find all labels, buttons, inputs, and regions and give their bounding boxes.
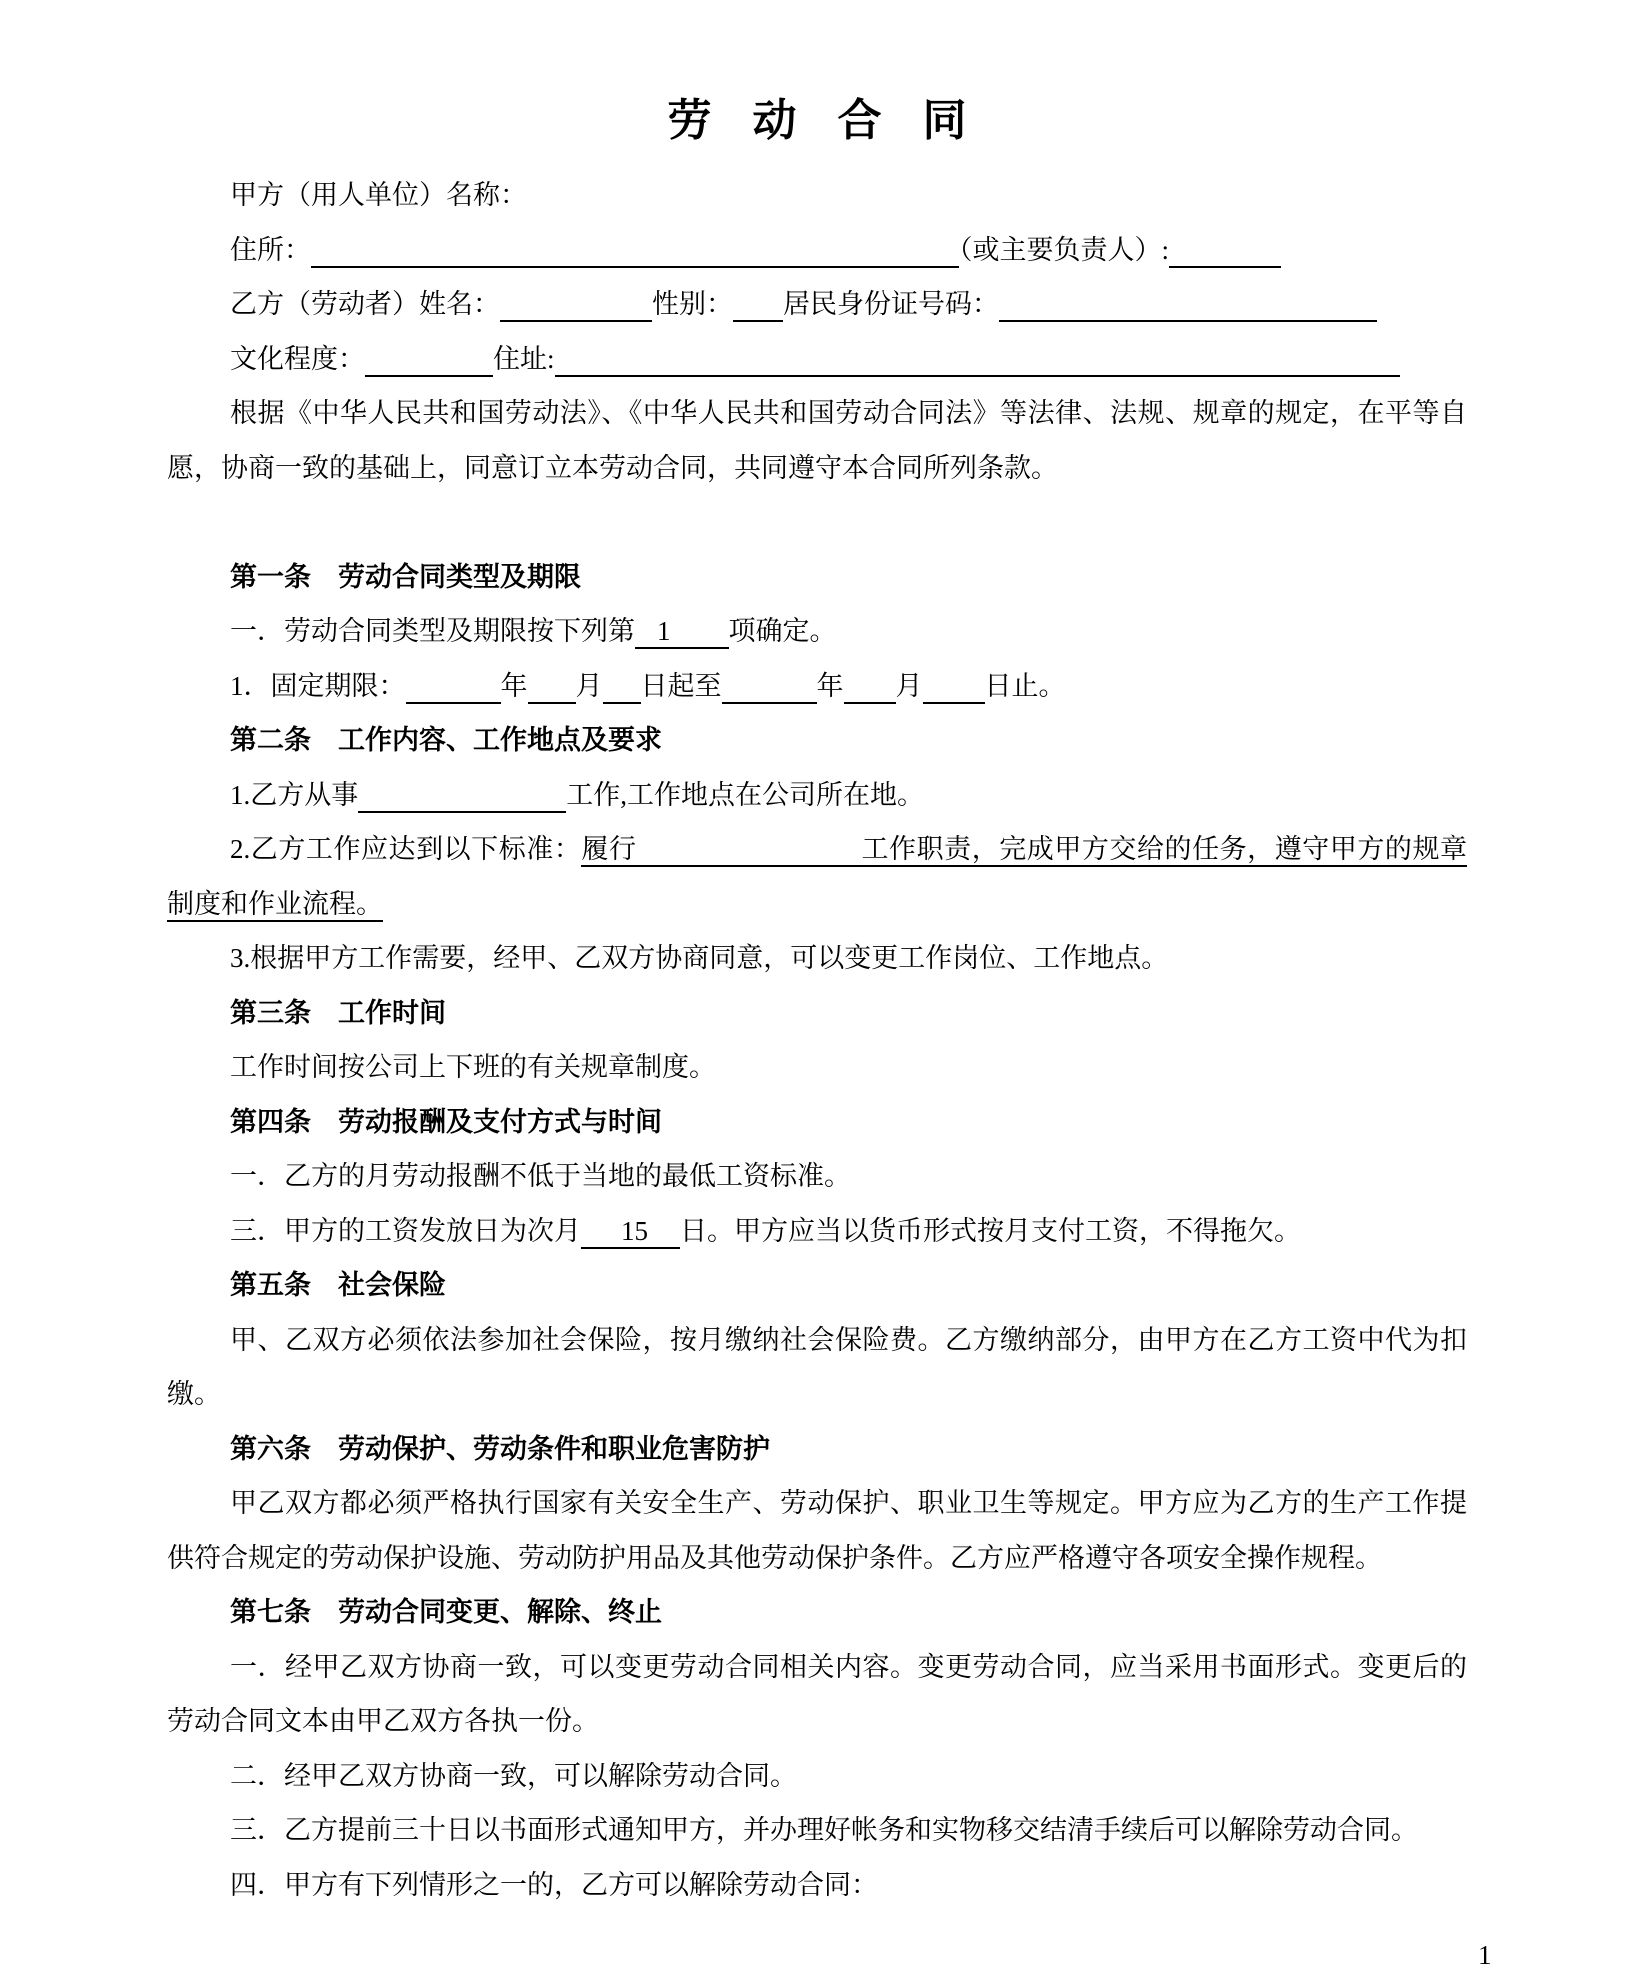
text-segment: 工作时间按公司上下班的有关规章制度。 <box>230 1052 716 1082</box>
text-segment: 第四条 劳动报酬及支付方式与时间 <box>230 1106 662 1137</box>
article-5-heading <box>167 1258 1467 1313</box>
text-segment: 第一条 劳动合同类型及期限 <box>230 561 581 592</box>
text-segment: 项确定。 <box>728 616 837 646</box>
field-education <box>167 332 1467 387</box>
underlined-text: 1 <box>657 616 671 649</box>
underlined-text: 15 <box>621 1216 648 1249</box>
text-segment: 第六条 劳动保护、劳动条件和职业危害防护 <box>230 1433 770 1464</box>
document-title: 劳动合同 <box>667 96 1008 145</box>
blank-field[interactable] <box>999 289 1377 322</box>
clause-7-2 <box>167 1749 1467 1804</box>
text-segment: 一．劳动合同类型及期限按下列第 <box>230 616 635 646</box>
text-segment: 性别： <box>652 289 733 319</box>
field-party-a <box>167 168 1467 223</box>
text-segment: 甲方（用人单位）名称： <box>230 180 527 210</box>
clause-1-1 <box>167 604 1467 659</box>
text-segment: 甲乙双方都必须严格执行国家有关安全生产、劳动保护、职业卫生等规定。甲方应为乙方的生产工作提供符合规定的劳动保护设施、劳动防护用品及其他劳动保护条件。乙方应严格遵守各项安全操作规程。 <box>167 1488 1467 1573</box>
text-segment: 工作,工作地点在公司所在地。 <box>566 779 924 810</box>
blank-field[interactable] <box>635 616 657 649</box>
text-segment: 三．乙方提前三十日以书面形式通知甲方，并办理好帐务和实物移交结清手续后可以解除劳动合同。 <box>230 1815 1418 1845</box>
clause-7-3 <box>167 1803 1467 1858</box>
clause-1-2 <box>167 659 1467 714</box>
text-segment: 住址: <box>493 343 555 374</box>
blank-field[interactable] <box>722 671 817 704</box>
article-7-heading <box>167 1585 1467 1640</box>
text-segment: 1.乙方从事 <box>230 779 359 810</box>
document-body <box>167 168 1467 1912</box>
text-segment: 年 <box>500 670 528 701</box>
blank-field[interactable] <box>581 1216 621 1249</box>
article-6-heading <box>167 1422 1467 1477</box>
text-segment: 日起至 <box>640 670 722 701</box>
blank-field[interactable] <box>733 289 783 322</box>
text-segment: 第三条 工作时间 <box>230 997 446 1028</box>
preamble <box>167 386 1467 495</box>
text-segment: 居民身份证号码： <box>783 289 999 319</box>
blank-field[interactable] <box>923 671 985 704</box>
clause-2-3 <box>167 931 1467 986</box>
blank-field[interactable] <box>528 671 576 704</box>
text-segment: 文化程度： <box>230 343 365 374</box>
clause-4-1 <box>167 1149 1467 1204</box>
text-segment: 甲、乙双方必须依法参加社会保险，按月缴纳社会保险费。乙方缴纳部分，由甲方在乙方工资中代为扣缴。 <box>167 1324 1467 1409</box>
article-2-heading <box>167 713 1467 768</box>
underlined-text: 工作职责，完成甲方交给的任务，遵守甲方的规章制度和作业流程。 <box>167 834 1467 922</box>
text-segment: 乙方（劳动者）姓名： <box>230 289 500 319</box>
text-segment: 第七条 劳动合同变更、解除、终止 <box>230 1597 662 1627</box>
text-segment: 一．乙方的月劳动报酬不低于当地的最低工资标准。 <box>230 1161 851 1191</box>
blank-field[interactable] <box>358 780 566 813</box>
blank-field[interactable] <box>311 235 959 268</box>
field-party-b <box>167 277 1467 332</box>
text-segment: 年 <box>816 670 844 701</box>
clause-5-1 <box>167 1313 1467 1422</box>
text-segment: 3.根据甲方工作需要，经甲、乙双方协商同意，可以变更工作岗位、工作地点。 <box>230 943 1169 973</box>
text-segment: 2.乙方工作应达到以下标准： <box>230 834 582 864</box>
spacer <box>167 495 1467 550</box>
clause-2-1 <box>167 768 1467 823</box>
text-segment: 根据《中华人民共和国劳动法》、《中华人民共和国劳动合同法》等法律、法规、规章的规定，在平等自愿，协商一致的基础上，同意订立本劳动合同，共同遵守本合同所列条款。 <box>167 398 1467 483</box>
blank-field[interactable] <box>500 289 652 322</box>
text-segment: （或主要负责人）: <box>959 234 1170 265</box>
underlined-text: 履行 <box>581 834 636 867</box>
text-segment: 一．经甲乙双方协商一致，可以变更劳动合同相关内容。变更劳动合同，应当采用书面形式。变更后的劳动合同文本由甲乙双方各执一份。 <box>167 1651 1467 1736</box>
clause-3-1 <box>167 1040 1467 1095</box>
clause-6-1 <box>167 1476 1467 1585</box>
blank-field[interactable] <box>648 1216 680 1249</box>
clause-7-4 <box>167 1858 1467 1913</box>
article-4-heading <box>167 1095 1467 1150</box>
clause-4-2 <box>167 1204 1467 1259</box>
text-segment: 住所： <box>230 234 311 265</box>
article-3-heading <box>167 986 1467 1041</box>
text-segment: 二．经甲乙双方协商一致，可以解除劳动合同。 <box>230 1760 797 1791</box>
blank-field[interactable] <box>555 344 1400 377</box>
text-segment: 1．固定期限： <box>230 670 406 701</box>
blank-field[interactable] <box>844 671 896 704</box>
page-number: 1 <box>1478 1940 1492 1970</box>
text-segment: 三．甲方的工资发放日为次月 <box>230 1215 581 1246</box>
blank-field[interactable] <box>1169 235 1281 268</box>
blank-field[interactable] <box>603 671 641 704</box>
document-content <box>167 92 1467 1912</box>
text-segment: 月 <box>895 670 923 701</box>
text-segment: 月 <box>575 670 603 701</box>
clause-7-1 <box>167 1640 1467 1749</box>
blank-field[interactable] <box>671 616 729 649</box>
text-segment: 第五条 社会保险 <box>230 1270 446 1300</box>
clause-2-2 <box>167 822 1467 931</box>
blank-field[interactable] <box>637 834 862 867</box>
text-segment: 四．甲方有下列情形之一的，乙方可以解除劳动合同： <box>230 1869 878 1900</box>
article-1-heading <box>167 550 1467 605</box>
text-segment: 第二条 工作内容、工作地点及要求 <box>230 725 662 755</box>
text-segment: 日。甲方应当以货币形式按月支付工资，不得拖欠。 <box>680 1215 1301 1246</box>
blank-field[interactable] <box>406 671 501 704</box>
text-segment: 日止。 <box>984 670 1066 701</box>
field-address <box>167 223 1467 278</box>
blank-field[interactable] <box>365 344 493 377</box>
